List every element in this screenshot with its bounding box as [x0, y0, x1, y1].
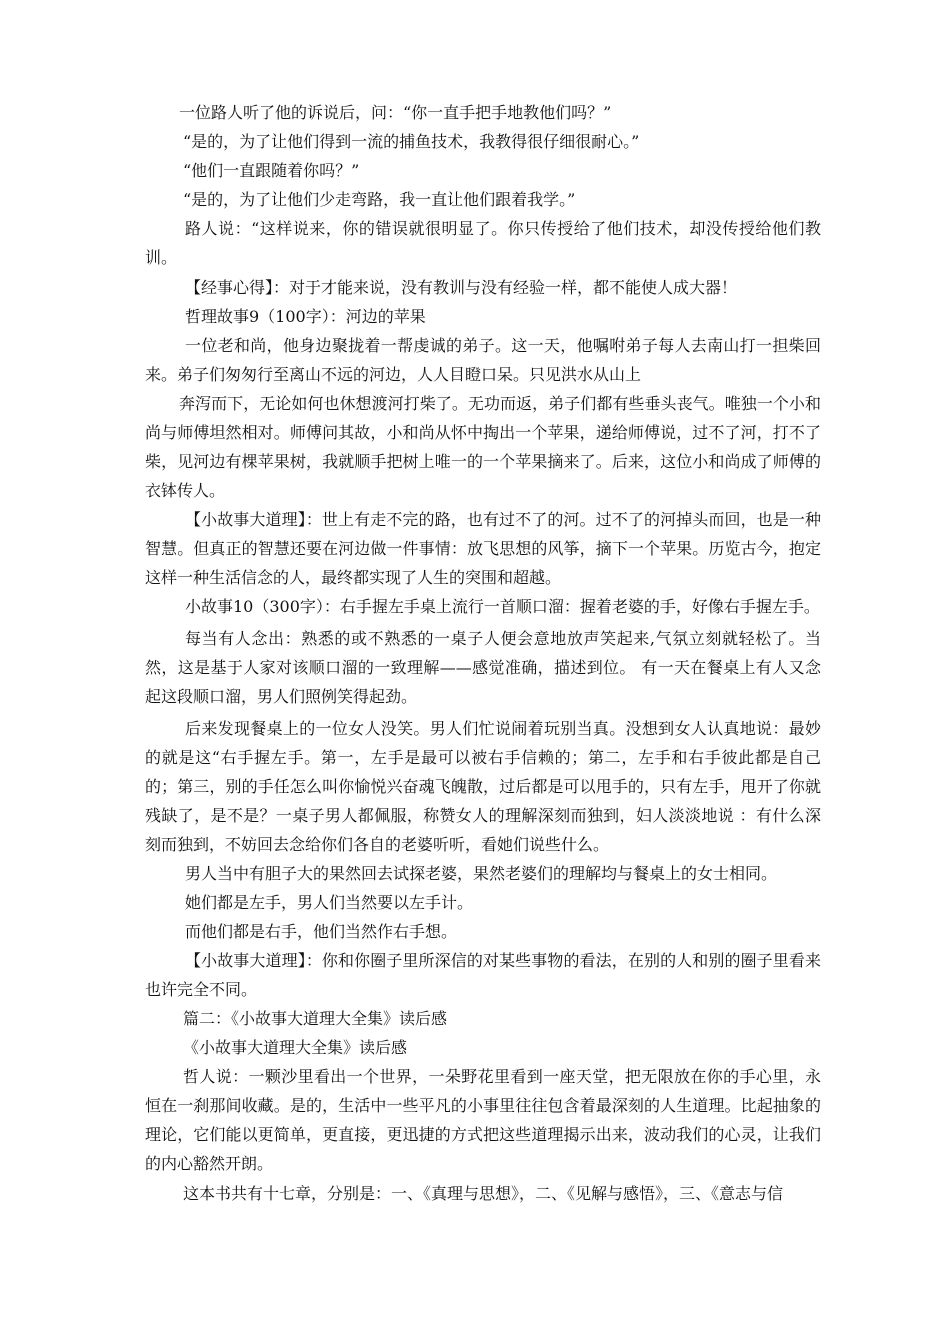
heading-story-10: 小故事10（300字）：右手握左手桌上流行一首顺口溜：握着老婆的手，好像右手握左手。 [185, 597, 820, 616]
heading-story-9: 哲理故事9（100字）：河边的苹果 [185, 307, 426, 326]
paragraph-story-9-part-2: 奔泻而下，无论如何也休想渡河打柴了。无功而返，弟子们都有些垂头丧气。唯独一个小和尚与师傅坦然相对。师傅问其故，小和尚从怀中掏出一个苹果，递给师傅说，过不了河，打不了柴，见河边有棵苹果树，我就顺手把树上唯一的一个苹果摘来了。后来，这位小和尚成了师傅的衣钵传人。 [145, 394, 821, 500]
paragraph-review-intro: 哲人说：一颗沙里看出一个世界，一朵野花里看到一座天堂，把无限放在你的手心里，永恒在一刹那间收藏。是的，生活中一些平凡的小事里往往包含着最深刻的人生道理。比起抽象的理论，它们能以更简单，更直接，更迅捷的方式把这些道理揭示出来，波动我们的心灵，让我们的内心豁然开朗。 [145, 1067, 821, 1173]
paragraph-passerby-question-2: “他们一直跟随着你吗？” [183, 161, 360, 180]
paragraph-fisherman-answer-2: “是的，为了让他们少走弯路，我一直让他们跟着我学。” [183, 190, 576, 209]
paragraph-lesson-3: 【小故事大道理】：你和你圈子里所深信的对某些事物的看法，在别的人和别的圈子里看来也许完全不同。 [145, 951, 821, 999]
paragraph-story-10-part-1: 每当有人念出：熟悉的或不熟悉的一桌子人便会意地放声笑起来,气氛立刻就轻松了。当然，这是基于人家对该顺口溜的一致理解——感觉准确，描述到位。 有一天在餐桌上有人又念起这段顺口溜，男人们照例笑得起劲。 [145, 629, 821, 706]
paragraph-story-10-part-2: 后来发现餐桌上的一位女人没笑。男人们忙说闹着玩别当真。没想到女人认真地说：最妙的就是这“右手握左手。第一，左手是最可以被右手信赖的；第二，左手和右手彼此都是自己的；第三，别的手任怎么叫你愉悦兴奋魂飞魄散，过后都是可以甩手的，只有左手，甩开了你就残缺了，是不是？一桌子男人都佩服，称赞女人的理解深刻而独到，妇人淡淡地说 ：有什么深刻而独到，不妨回去念给你们各自的老婆听听，看她们说些什么。 [145, 719, 821, 854]
paragraph-review-chapters: 这本书共有十七章，分别是：一、《真理与思想》，二、《见解与感悟》，三、《意志与信 [183, 1184, 784, 1203]
document-body [145, 98, 821, 1208]
paragraph-passerby-question: 一位路人听了他的诉说后，问：“你一直手把手地教他们吗？” [179, 103, 612, 122]
paragraph-story-10-part-4: 她们都是左手，男人们当然要以左手计。 [185, 893, 474, 912]
paragraph-lesson-1: 【经事心得】：对于才能来说，没有教训与没有经验一样，都不能使人成大器！ [185, 278, 738, 297]
paragraph-passerby-conclusion: 路人说：“这样说来，你的错误就很明显了。你只传授给了他们技术，却没传授给他们教训。 [145, 219, 821, 267]
heading-part-2: 篇二：《小故事大道理大全集》读后感 [183, 1009, 448, 1028]
paragraph-fisherman-answer-1: “是的，为了让他们得到一流的捕鱼技术，我教得很仔细很耐心。” [183, 132, 640, 151]
paragraph-story-10-part-3: 男人当中有胆子大的果然回去试探老婆，果然老婆们的理解均与餐桌上的女士相同。 [185, 864, 778, 883]
paragraph-story-9-part-1: 一位老和尚，他身边聚拢着一帮虔诚的弟子。这一天，他嘱咐弟子每人去南山打一担柴回来。弟子们匆匆行至离山不远的河边，人人目瞪口呆。只见洪水从山上 [145, 336, 821, 384]
paragraph-story-10-part-5: 而他们都是右手，他们当然作右手想。 [185, 922, 458, 941]
heading-review-title: 《小故事大道理大全集》读后感 [183, 1038, 408, 1057]
paragraph-lesson-2: 【小故事大道理】：世上有走不完的路，也有过不了的河。过不了的河掉头而回，也是一种智慧。但真正的智慧还要在河边做一件事情：放飞思想的风筝，摘下一个苹果。历览古今，抱定这样一种生活信念的人，最终都实现了人生的突围和超越。 [145, 510, 821, 587]
